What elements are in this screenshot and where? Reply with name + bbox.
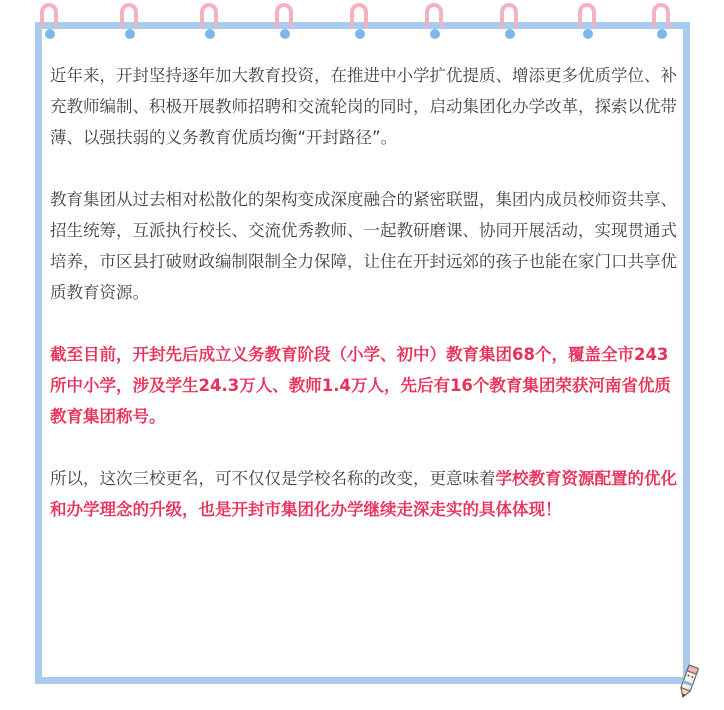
notebook-ring-icon bbox=[578, 3, 600, 41]
paragraph-conclusion bbox=[50, 463, 680, 525]
notebook-ring-icon bbox=[200, 3, 222, 41]
pencil-icon bbox=[676, 660, 702, 700]
notebook-ring-icon bbox=[425, 3, 447, 41]
notebook-ring-icon bbox=[275, 3, 297, 41]
notebook-ring-icon bbox=[500, 3, 522, 41]
paragraph-statistics: 截至目前，开封先后成立义务教育阶段（小学、初中）教育集团68个，覆盖全市243所中小学，涉及学生24.3万人、教师1.4万人，先后有16个教育集团荣获河南省优质教育集团称号。 bbox=[50, 345, 671, 426]
notebook-ring-icon bbox=[652, 3, 674, 41]
paragraph-intro: 近年来，开封坚持逐年加大教育投资，在推进中小学扩优提质、增添更多优质学位、补充教师编制、积极开展教师招聘和交流轮岗的同时，启动集团化办学改革，探索以优带薄、以强扶弱的义务教育优质均衡“开封路径”。 bbox=[50, 66, 677, 147]
notebook-ring-icon bbox=[350, 3, 372, 41]
article-body bbox=[50, 60, 680, 525]
paragraph-alliance: 教育集团从过去相对松散化的架构变成深度融合的紧密联盟，集团内成员校师资共享、招生统筹，互派执行校长、交流优秀教师、一起教研磨课、协同开展活动，实现贯通式培养，市区县打破财政编制限制全力保障，让住在开封远郊的孩子也能在家门口共享优质教育资源。 bbox=[50, 190, 677, 302]
conclusion-highlight: 学校教育资源配置的优化和办学理念的升级，也是开封市集团化办学继续走深走实的具体体现！ bbox=[50, 469, 677, 519]
notebook-ring-icon bbox=[120, 3, 142, 41]
conclusion-text: 所以，这次三校更名，可不仅仅是学校名称的改变，更意味着 bbox=[50, 469, 496, 488]
notebook-ring-icon bbox=[40, 3, 62, 41]
